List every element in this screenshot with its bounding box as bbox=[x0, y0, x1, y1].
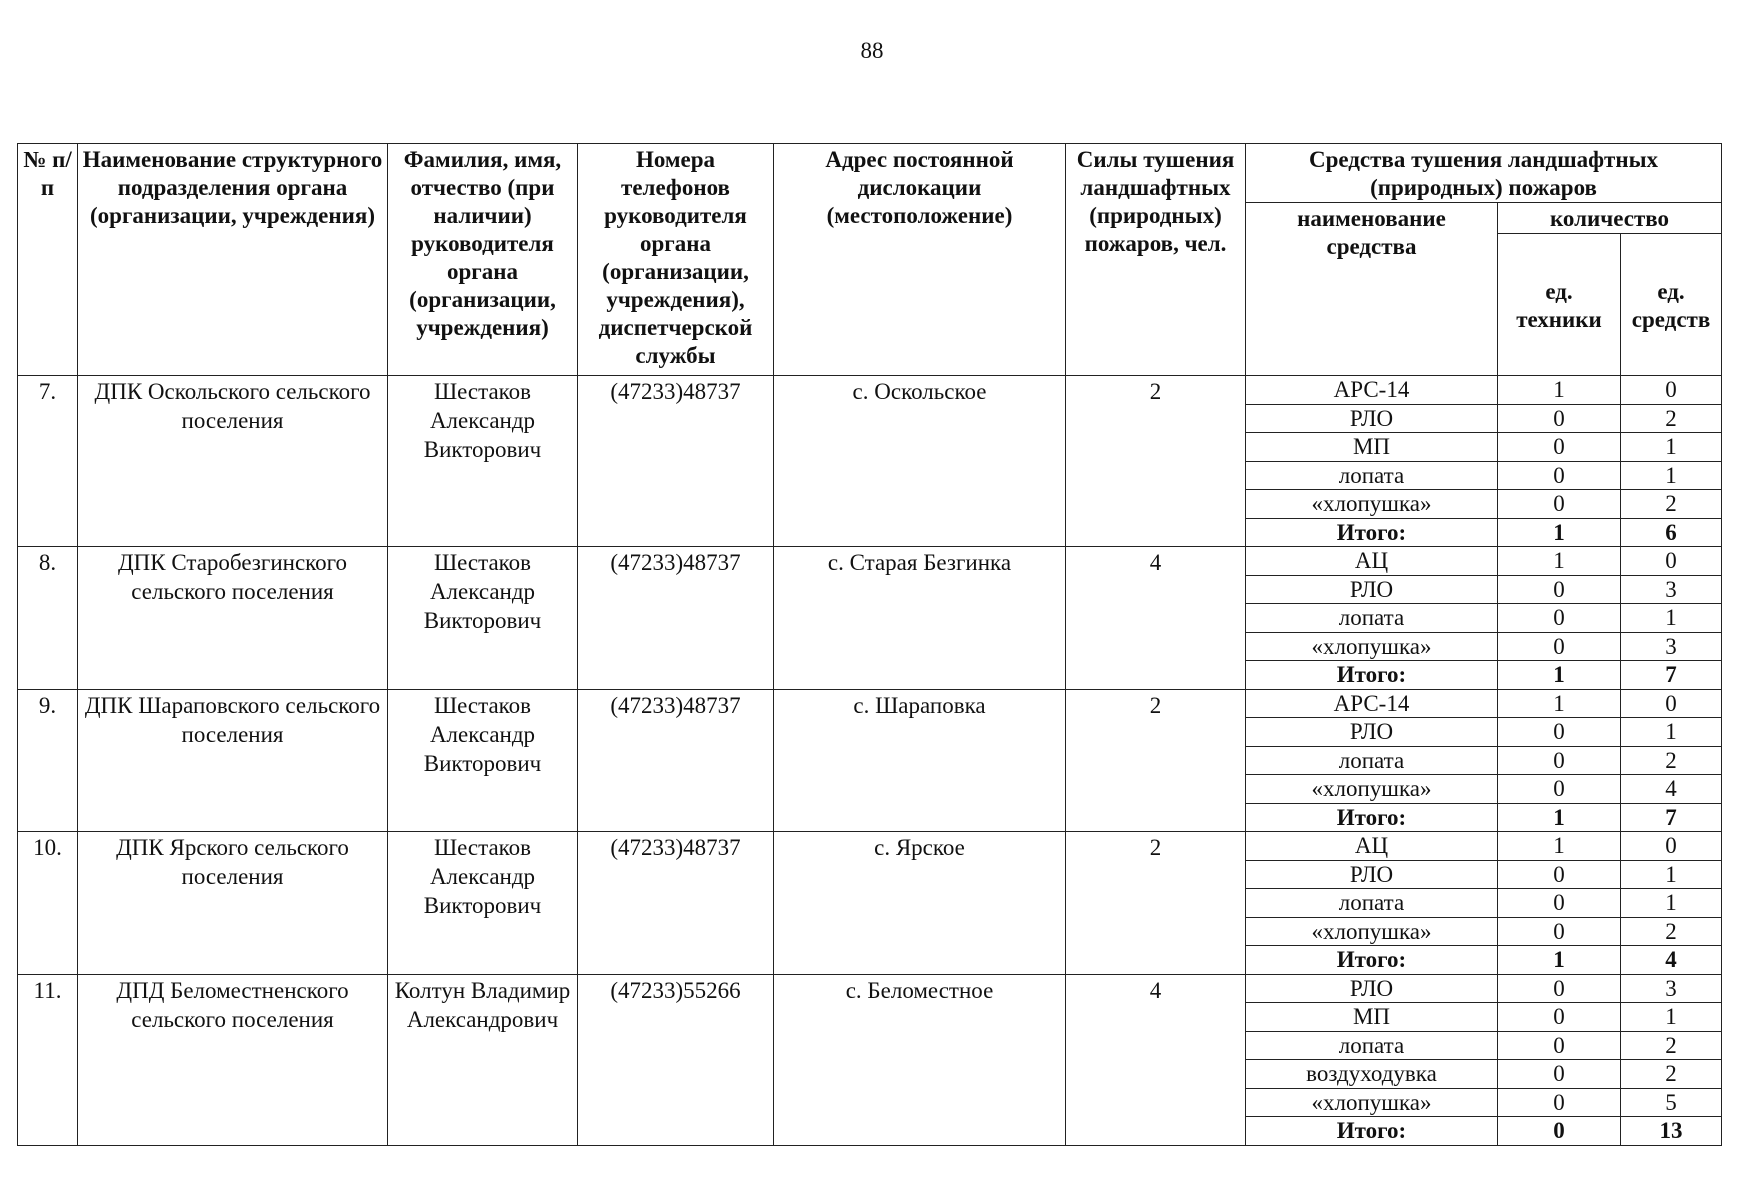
units-means-cell: 2 bbox=[1621, 1031, 1722, 1060]
phone-cell: (47233)48737 bbox=[578, 689, 774, 832]
units-means-cell: 6 bbox=[1621, 518, 1722, 547]
header-phone: Номера телефонов руководителя органа (организации, учреждения), диспетчерской службы bbox=[578, 144, 774, 376]
units-tech-cell: 1 bbox=[1498, 518, 1621, 547]
units-tech-cell: 0 bbox=[1498, 1003, 1621, 1032]
header-head: Фамилия, имя, отчество (при наличии) руководителя органа (организации, учреждения) bbox=[388, 144, 578, 376]
head-name-cell: Шестаков Александр Викторович bbox=[388, 547, 578, 690]
units-means-cell: 3 bbox=[1621, 632, 1722, 661]
forces-cell: 4 bbox=[1066, 547, 1246, 690]
address-cell: с. Шараповка bbox=[774, 689, 1066, 832]
means-name-cell: Итого: bbox=[1246, 946, 1498, 975]
units-means-cell: 0 bbox=[1621, 547, 1722, 576]
phone-cell: (47233)48737 bbox=[578, 547, 774, 690]
means-name-cell: «хлопушка» bbox=[1246, 1088, 1498, 1117]
means-name-cell: «хлопушка» bbox=[1246, 917, 1498, 946]
units-tech-cell: 0 bbox=[1498, 575, 1621, 604]
units-means-cell: 1 bbox=[1621, 718, 1722, 747]
units-tech-cell: 0 bbox=[1498, 404, 1621, 433]
head-name-cell: Колтун Владимир Александрович bbox=[388, 974, 578, 1145]
row-number: 7. bbox=[18, 376, 78, 547]
means-name-cell: РЛО bbox=[1246, 860, 1498, 889]
table-row bbox=[18, 832, 1722, 861]
row-number: 9. bbox=[18, 689, 78, 832]
forces-cell: 2 bbox=[1066, 832, 1246, 975]
units-means-cell: 2 bbox=[1621, 1060, 1722, 1089]
head-name-cell: Шестаков Александр Викторович bbox=[388, 832, 578, 975]
table-row bbox=[18, 376, 1722, 405]
units-means-cell: 5 bbox=[1621, 1088, 1722, 1117]
units-means-cell: 3 bbox=[1621, 575, 1722, 604]
org-name-cell: ДПК Ярского сельского поселения bbox=[78, 832, 388, 975]
row-number: 11. bbox=[18, 974, 78, 1145]
forces-cell: 2 bbox=[1066, 689, 1246, 832]
units-tech-cell: 1 bbox=[1498, 547, 1621, 576]
header-means: Средства тушения ландшафтных (природных) пожаров bbox=[1246, 144, 1722, 203]
units-tech-cell: 0 bbox=[1498, 746, 1621, 775]
units-tech-cell: 0 bbox=[1498, 860, 1621, 889]
units-means-cell: 1 bbox=[1621, 461, 1722, 490]
means-name-cell: «хлопушка» bbox=[1246, 632, 1498, 661]
units-means-cell: 1 bbox=[1621, 889, 1722, 918]
units-means-cell: 0 bbox=[1621, 832, 1722, 861]
org-name-cell: ДПК Старобезгинского сельского поселения bbox=[78, 547, 388, 690]
units-tech-cell: 1 bbox=[1498, 832, 1621, 861]
means-name-cell: АЦ bbox=[1246, 547, 1498, 576]
header-org: Наименование структурного подразделения органа (организации, учреждения) bbox=[78, 144, 388, 376]
org-name-cell: ДПК Оскольского сельского поселения bbox=[78, 376, 388, 547]
units-means-cell: 2 bbox=[1621, 490, 1722, 519]
units-means-cell: 0 bbox=[1621, 689, 1722, 718]
header-quantity: количество bbox=[1498, 203, 1722, 234]
units-means-cell: 7 bbox=[1621, 661, 1722, 690]
row-number: 8. bbox=[18, 547, 78, 690]
header-units-tech: ед. техники bbox=[1498, 234, 1621, 376]
units-tech-cell: 0 bbox=[1498, 632, 1621, 661]
units-tech-cell: 1 bbox=[1498, 689, 1621, 718]
units-tech-cell: 0 bbox=[1498, 1060, 1621, 1089]
org-name-cell: ДПК Шараповского сельского поселения bbox=[78, 689, 388, 832]
means-name-cell: воздуходувка bbox=[1246, 1060, 1498, 1089]
means-name-cell: РЛО bbox=[1246, 404, 1498, 433]
means-name-cell: МП bbox=[1246, 1003, 1498, 1032]
table-row bbox=[18, 689, 1722, 718]
header-address: Адрес постоянной дислокации (местоположение) bbox=[774, 144, 1066, 376]
units-tech-cell: 0 bbox=[1498, 604, 1621, 633]
means-name-cell: лопата bbox=[1246, 746, 1498, 775]
means-name-cell: лопата bbox=[1246, 889, 1498, 918]
units-tech-cell: 1 bbox=[1498, 946, 1621, 975]
means-name-cell: МП bbox=[1246, 433, 1498, 462]
forces-cell: 2 bbox=[1066, 376, 1246, 547]
units-means-cell: 4 bbox=[1621, 775, 1722, 804]
means-name-cell: РЛО bbox=[1246, 718, 1498, 747]
units-tech-cell: 0 bbox=[1498, 433, 1621, 462]
head-name-cell: Шестаков Александр Викторович bbox=[388, 689, 578, 832]
units-means-cell: 13 bbox=[1621, 1117, 1722, 1146]
units-tech-cell: 0 bbox=[1498, 490, 1621, 519]
table-header bbox=[18, 144, 1722, 376]
phone-cell: (47233)48737 bbox=[578, 832, 774, 975]
units-tech-cell: 0 bbox=[1498, 461, 1621, 490]
table-row bbox=[18, 974, 1722, 1003]
address-cell: с. Беломестное bbox=[774, 974, 1066, 1145]
units-tech-cell: 0 bbox=[1498, 718, 1621, 747]
units-means-cell: 1 bbox=[1621, 433, 1722, 462]
units-means-cell: 2 bbox=[1621, 404, 1722, 433]
page-number: 88 bbox=[860, 38, 884, 63]
means-name-cell: лопата bbox=[1246, 604, 1498, 633]
header-units-means: ед. средств bbox=[1621, 234, 1722, 376]
units-tech-cell: 1 bbox=[1498, 376, 1621, 405]
means-name-cell: АРС-14 bbox=[1246, 376, 1498, 405]
units-means-cell: 2 bbox=[1621, 917, 1722, 946]
means-name-cell: АРС-14 bbox=[1246, 689, 1498, 718]
units-means-cell: 1 bbox=[1621, 1003, 1722, 1032]
units-means-cell: 1 bbox=[1621, 860, 1722, 889]
units-tech-cell: 1 bbox=[1498, 803, 1621, 832]
header-means-name: наименование средства bbox=[1246, 203, 1498, 376]
units-means-cell: 1 bbox=[1621, 604, 1722, 633]
units-tech-cell: 0 bbox=[1498, 1088, 1621, 1117]
table-body bbox=[18, 376, 1722, 1146]
address-cell: с. Ярское bbox=[774, 832, 1066, 975]
units-tech-cell: 0 bbox=[1498, 1117, 1621, 1146]
address-cell: с. Оскольское bbox=[774, 376, 1066, 547]
means-name-cell: Итого: bbox=[1246, 661, 1498, 690]
phone-cell: (47233)48737 bbox=[578, 376, 774, 547]
means-name-cell: Итого: bbox=[1246, 1117, 1498, 1146]
units-means-cell: 3 bbox=[1621, 974, 1722, 1003]
row-number: 10. bbox=[18, 832, 78, 975]
means-name-cell: Итого: bbox=[1246, 803, 1498, 832]
means-name-cell: РЛО bbox=[1246, 974, 1498, 1003]
address-cell: с. Старая Безгинка bbox=[774, 547, 1066, 690]
head-name-cell: Шестаков Александр Викторович bbox=[388, 376, 578, 547]
means-name-cell: Итого: bbox=[1246, 518, 1498, 547]
fire-means-table bbox=[17, 143, 1722, 1146]
table-row bbox=[18, 547, 1722, 576]
phone-cell: (47233)55266 bbox=[578, 974, 774, 1145]
units-tech-cell: 0 bbox=[1498, 1031, 1621, 1060]
units-means-cell: 4 bbox=[1621, 946, 1722, 975]
units-tech-cell: 0 bbox=[1498, 775, 1621, 804]
header-forces: Силы тушения ландшафтных (природных) пожаров, чел. bbox=[1066, 144, 1246, 376]
units-means-cell: 7 bbox=[1621, 803, 1722, 832]
means-name-cell: «хлопушка» bbox=[1246, 490, 1498, 519]
units-tech-cell: 0 bbox=[1498, 917, 1621, 946]
units-tech-cell: 0 bbox=[1498, 889, 1621, 918]
units-means-cell: 2 bbox=[1621, 746, 1722, 775]
means-name-cell: РЛО bbox=[1246, 575, 1498, 604]
means-name-cell: лопата bbox=[1246, 461, 1498, 490]
means-name-cell: АЦ bbox=[1246, 832, 1498, 861]
header-num: № п/п bbox=[18, 144, 78, 376]
means-name-cell: лопата bbox=[1246, 1031, 1498, 1060]
means-name-cell: «хлопушка» bbox=[1246, 775, 1498, 804]
units-tech-cell: 1 bbox=[1498, 661, 1621, 690]
units-tech-cell: 0 bbox=[1498, 974, 1621, 1003]
units-means-cell: 0 bbox=[1621, 376, 1722, 405]
forces-cell: 4 bbox=[1066, 974, 1246, 1145]
org-name-cell: ДПД Беломестненского сельского поселения bbox=[78, 974, 388, 1145]
